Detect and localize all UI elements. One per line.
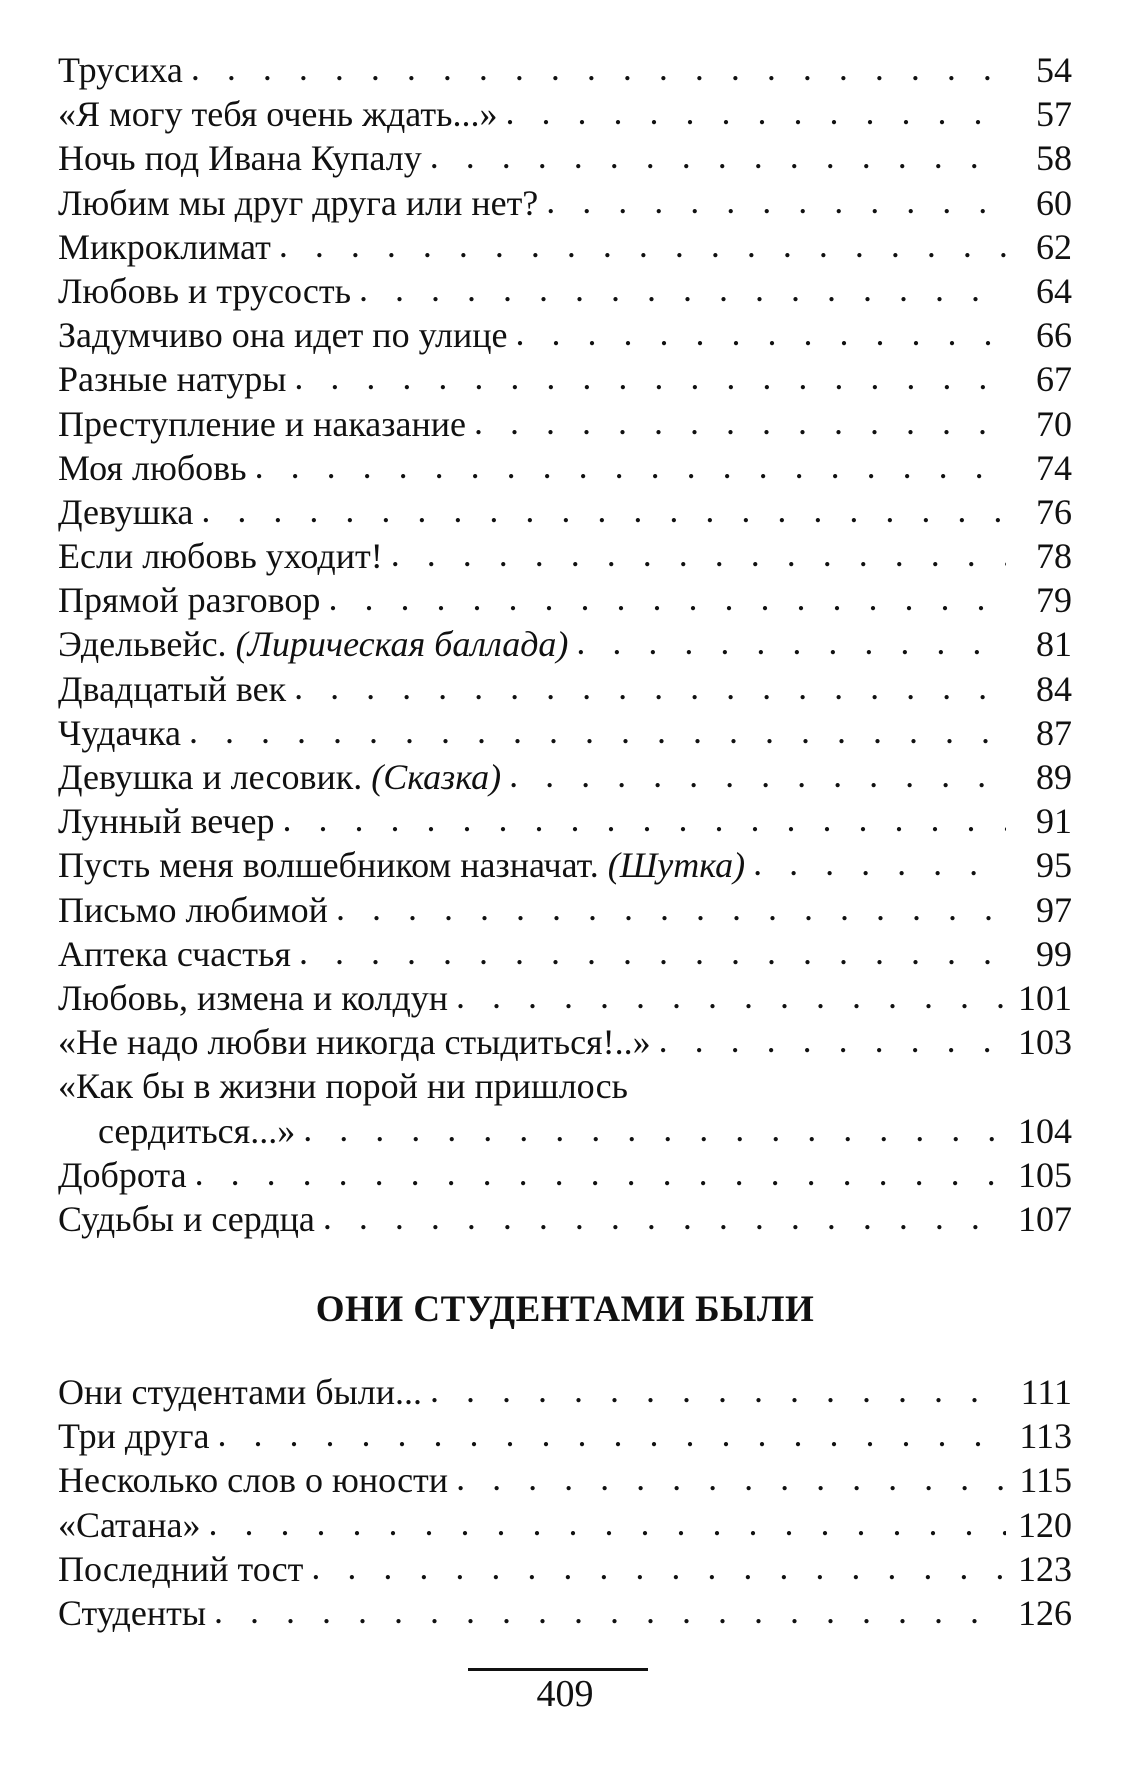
toc-entry — [58, 181, 1072, 225]
toc-entry-title: Задумчиво она идет по улице — [58, 315, 508, 356]
toc-entry-title: «Я могу тебя очень ждать...» — [58, 94, 498, 135]
dot-leader — [391, 532, 1006, 576]
toc-entry-page: 120 — [1018, 1504, 1072, 1545]
dot-leader — [201, 488, 1006, 532]
toc-entry — [58, 1020, 1072, 1064]
dot-leader — [282, 797, 1006, 841]
dot-leader — [311, 1545, 1006, 1589]
toc-entry — [58, 313, 1072, 357]
toc-entry — [58, 976, 1072, 1020]
toc-entry-title: Судьбы и сердца — [58, 1198, 315, 1239]
toc-entry-page: 58 — [1036, 138, 1072, 179]
toc-entry-title: Разные натуры — [58, 359, 287, 400]
dot-leader — [430, 134, 1006, 178]
toc-entry-page: 74 — [1036, 447, 1072, 488]
toc-entry — [58, 92, 1072, 136]
toc-entry — [58, 888, 1072, 932]
dot-leader — [217, 1412, 1006, 1456]
toc-entry-page: 81 — [1036, 624, 1072, 665]
toc-entry-subtitle: (Сказка) — [371, 757, 502, 797]
toc-entry — [58, 843, 1072, 887]
dot-leader — [430, 1368, 1006, 1412]
toc-entry-page: 67 — [1036, 359, 1072, 400]
dot-leader — [191, 46, 1006, 90]
dot-leader — [214, 1589, 1006, 1633]
toc-entry-multiline — [58, 1064, 1072, 1152]
toc-entry — [58, 1591, 1072, 1635]
toc-entry-page: 57 — [1036, 94, 1072, 135]
toc-entry-title: Письмо любимой — [58, 889, 328, 930]
dot-leader — [255, 444, 1006, 488]
dot-leader — [456, 974, 1006, 1018]
dot-leader — [509, 753, 1006, 797]
table-of-contents-section — [58, 1370, 1072, 1635]
toc-entry-title: Несколько слов о юности — [58, 1460, 449, 1501]
toc-entry-page: 66 — [1036, 315, 1072, 356]
toc-entry — [58, 1503, 1072, 1547]
toc-entry — [58, 799, 1072, 843]
toc-entry-page: 79 — [1036, 580, 1072, 621]
toc-entry-page: 115 — [1019, 1460, 1072, 1501]
toc-entry — [58, 225, 1072, 269]
toc-entry — [58, 402, 1072, 446]
toc-entry — [58, 269, 1072, 313]
toc-entry-page: 107 — [1018, 1198, 1072, 1239]
toc-entry-title: Три друга — [58, 1416, 210, 1457]
toc-entry-main-title: Эдельвейс. — [58, 624, 227, 665]
section-heading: ОНИ СТУДЕНТАМИ БЫЛИ — [315, 1289, 815, 1330]
toc-entry-page: 99 — [1036, 933, 1072, 974]
dot-leader — [208, 1501, 1006, 1545]
dot-leader — [294, 665, 1006, 709]
toc-entry — [58, 667, 1072, 711]
dot-leader — [189, 709, 1006, 753]
toc-entry-page: 89 — [1036, 757, 1072, 797]
toc-entry-title: Ночь под Ивана Купалу — [58, 138, 422, 179]
dot-leader — [576, 620, 1006, 664]
toc-entry-subtitle: (Шутка) — [607, 845, 746, 886]
toc-entry-page: 78 — [1036, 536, 1072, 577]
toc-entry-page: 70 — [1036, 403, 1072, 444]
toc-entry — [58, 932, 1072, 976]
toc-entry-title: Если любовь уходит! — [58, 536, 383, 577]
toc-entry-main-title: Девушка и лесовик. — [58, 757, 363, 797]
toc-entry — [58, 1197, 1072, 1241]
toc-entry — [58, 755, 1072, 799]
toc-entry — [58, 1414, 1072, 1458]
dot-leader — [294, 355, 1006, 399]
toc-entry-page: 64 — [1036, 270, 1072, 311]
toc-entry-title: Любовь и трусость — [58, 270, 352, 311]
toc-entry-title: Чудачка — [58, 712, 182, 753]
toc-entry-title: Аптека счастья — [58, 933, 291, 974]
toc-entry-title: «Сатана» — [58, 1504, 201, 1545]
toc-entry — [58, 578, 1072, 622]
toc-entry-page: 84 — [1036, 668, 1072, 709]
dot-leader — [323, 1195, 1006, 1239]
page-number: 409 — [536, 1673, 594, 1715]
dot-leader — [195, 1151, 1006, 1195]
toc-entry-page: 60 — [1036, 182, 1072, 223]
toc-entry-title: Последний тост — [58, 1548, 304, 1589]
dot-leader — [659, 1018, 1006, 1062]
toc-entry-page: 103 — [1018, 1022, 1072, 1063]
toc-entry — [58, 534, 1072, 578]
toc-entry-continuation — [58, 1109, 1072, 1153]
toc-entry-page: 101 — [1018, 977, 1072, 1018]
toc-entry — [58, 1153, 1072, 1197]
toc-entry-page: 87 — [1036, 712, 1072, 753]
toc-entry-title: «Не надо любви никогда стыдиться!..» — [58, 1022, 651, 1063]
toc-entry-page: 62 — [1036, 226, 1072, 267]
toc-entry-page: 113 — [1019, 1416, 1072, 1457]
table-of-contents — [58, 48, 1072, 1241]
toc-entry-title — [58, 843, 745, 887]
toc-entry-title: Доброта — [58, 1154, 187, 1195]
dot-leader — [546, 179, 1006, 223]
toc-entry — [58, 1458, 1072, 1502]
toc-entry-page: 95 — [1036, 845, 1072, 886]
dot-leader — [515, 311, 1006, 355]
toc-entry — [58, 136, 1072, 180]
toc-entry-title-line1: «Как бы в жизни порой ни пришлось — [58, 1066, 628, 1107]
dot-leader — [303, 1107, 1006, 1151]
dot-leader — [505, 90, 1006, 134]
toc-entry — [58, 357, 1072, 401]
dot-leader — [336, 886, 1006, 930]
toc-entry-page: 54 — [1036, 50, 1072, 90]
toc-entry-title-line2: сердиться...» — [98, 1110, 296, 1151]
toc-entry — [58, 1547, 1072, 1591]
toc-entry-title: Трусиха — [58, 50, 183, 90]
toc-entry-main-title: Пусть меня волшебником назначат. — [58, 845, 599, 886]
toc-entry-title: Моя любовь — [58, 447, 247, 488]
toc-entry-page: 91 — [1036, 801, 1072, 842]
dot-leader — [359, 267, 1006, 311]
toc-entry-page: 105 — [1018, 1154, 1072, 1195]
toc-entry-title: Они студентами были... — [58, 1372, 422, 1412]
toc-entry-page: 76 — [1036, 491, 1072, 532]
dot-leader — [279, 223, 1006, 267]
dot-leader — [456, 1456, 1006, 1500]
dot-leader — [474, 400, 1006, 444]
toc-entry — [58, 446, 1072, 490]
toc-entry-title: Любим мы друг друга или нет? — [58, 182, 539, 223]
toc-entry-title: Двадцатый век — [58, 668, 287, 709]
toc-entry-title: Студенты — [58, 1592, 207, 1633]
toc-entry-title — [58, 755, 501, 799]
toc-entry-page: 104 — [1018, 1110, 1072, 1151]
toc-entry — [58, 622, 1072, 666]
toc-entry-title: Любовь, измена и колдун — [58, 977, 449, 1018]
toc-entry-subtitle: (Лирическая баллада) — [235, 624, 569, 665]
toc-entry-title: Преступление и наказание — [58, 403, 466, 444]
toc-entry-page: 126 — [1018, 1592, 1072, 1633]
toc-entry — [58, 1370, 1072, 1414]
toc-entry-title: Девушка — [58, 491, 194, 532]
toc-entry-title: Микроклимат — [58, 226, 271, 267]
footer-divider — [468, 1668, 648, 1671]
dot-leader — [299, 930, 1006, 974]
toc-entry — [58, 711, 1072, 755]
toc-entry-title — [58, 622, 568, 666]
dot-leader — [328, 576, 1006, 620]
toc-entry — [58, 48, 1072, 92]
toc-entry-title: Прямой разговор — [58, 580, 321, 621]
toc-entry-page: 111 — [1020, 1372, 1072, 1412]
toc-entry-title: Лунный вечер — [58, 801, 275, 842]
toc-entry-page: 123 — [1018, 1548, 1072, 1589]
toc-entry-page: 97 — [1036, 889, 1072, 930]
toc-entry — [58, 490, 1072, 534]
dot-leader — [753, 841, 1006, 885]
